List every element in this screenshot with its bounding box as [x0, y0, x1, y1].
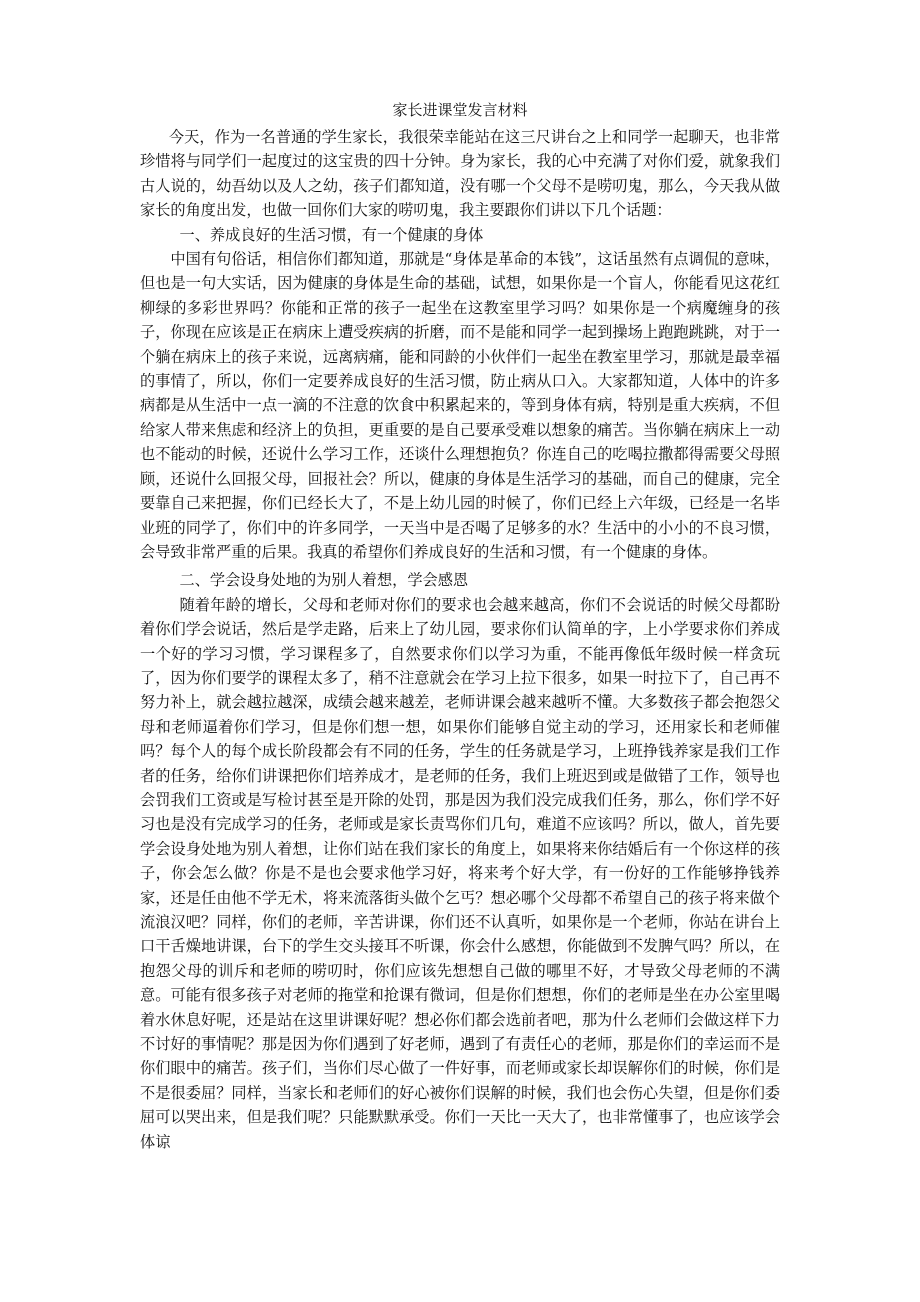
- intro-paragraph: 今天，作为一名普通的学生家长，我很荣幸能站在这三尺讲台之上和同学一起聊天，也非常珍惜将与同学们一起度过的这宝贵的四十分钟。身为家长，我的心中充满了对你们爱，就象我们古人说的，幼吾幼以及人之幼，孩子们都知道，没有哪一个父母不是唠叨鬼，那么，今天我从做家长的角度出发，也做一回你们大家的唠叨鬼，我主要跟你们讲以下几个话题：: [140, 128, 780, 220]
- section-1-paragraph: 中国有句俗话，相信你们都知道，那就是“身体是革命的本钱”，这话虽然有点调侃的意味，但也是一句大实话，因为健康的身体是生命的基础，试想，如果你是一个盲人，你能看见这花红柳绿的多彩世界吗？你能和正常的孩子一起坐在这教室里学习吗？如果你是一个病魔缠身的孩子，你现在应该是正在病床上遭受疾病的折磨，而不是能和同学一起到操场上跑跑跳跳，对于一个躺在病床上的孩子来说，远离病痛，能和同龄的小伙伴们一起坐在教室里学习，那就是最幸福的事情了，所以，你们一定要养成良好的生活习惯，防止病从口入。大家都知道，人体中的许多病都是从生活中一点一滴的不注意的饮食中积累起来的，等到身体有病，特别是重大疾病，不但给家人带来焦虑和经济上的负担，更重要的是自己要承受难以想象的痛苦。当你躺在病床上一动也不能动的时候，还说什么学习工作，还谈什么理想抱负？你连自己的吃喝拉撒都得需要父母照顾，还说什么回报父母，回报社会？所以，健康的身体是生活学习的基础，而自己的健康，完全要靠自己来把握，你们已经长大了，不是上幼儿园的时候了，你们已经上六年级，已经是一名毕业班的同学了，你们中的许多同学，一天当中是否喝了足够多的水？生活中的小小的不良习惯，会导致非常严重的后果。我真的希望你们养成良好的生活和习惯，有一个健康的身体。: [140, 250, 780, 561]
- section-1-heading: 一、养成良好的生活习惯，有一个健康的身体: [179, 225, 484, 244]
- section-2-paragraph: 随着年龄的增长，父母和老师对你们的要求也会越来越高，你们不会说话的时候父母都盼着你们学会说话，然后是学走路，后来上了幼儿园，要求你们认简单的字，上小学要求你们养成一个好的学习习惯，学习课程多了，自然要求你们以学习为重，不能再像低年级时候一样贪玩了，因为你们要学的课程太多了，稍不注意就会在学习上拉下很多，如果一时拉下了，自己再不努力补上，就会越拉越深，成绩会越来越差，老师讲课会越来越听不懂。大多数孩子都会抱怨父母和老师逼着你们学习，但是你们想一想，如果你们能够自觉主动的学习，还用家长和老师催吗？每个人的每个成长阶段都会有不同的任务，学生的任务就是学习，上班挣钱养家是我们工作者的任务，给你们讲课把你们培养成才，是老师的任务，我们上班迟到或是做错了工作，领导也会罚我们工资或是写检讨甚至是开除的处罚，那是因为我们没完成我们任务，那么，你们学不好习也是没有完成学习的任务，老师或是家长责骂你们几句，难道不应该吗？所以，做人，首先要学会设身处地为别人着想，让你们站在我们家长的角度上，如果将来你结婚后有一个你这样的孩子，你会怎么做？你是不是也会要求他学习好，将来考个好大学，有一份好的工作能够挣钱养家，还是任由他不学无术，将来流落街头做个乞丐？想必哪个父母都不希望自己的孩子将来做个流浪汉吧？同样，你们的老师，辛苦讲课，你们还不认真听，如果你是一个老师，你站在讲台上口干舌燥地讲课，台下的学生交头接耳不听课，你会什么感想，你能做到不发脾气吗？所以，在抱怨父母的训斥和老师的唠叨时，你们应该先想想自己做的哪里不好，才导致父母老师的不满意。可能有很多孩子对老师的拖堂和抢课有微词，但是你们想想，你们的老师是坐在办公室里喝着水休息好呢，还是站在这里讲课好呢？想必你们都会选前者吧，那为什么老师们会做这样下力不讨好的事情呢？那是因为你们遇到了好老师，遇到了有责任心的老师，那是你们的幸运而不是你们眼中的痛苦。孩子们，当你们尽心做了一件好事，而老师或家长却误解你们的时候，你们是不是很委屈？同样，当家长和老师们的好心被你们误解的时候，我们也会伤心失望，但是你们委屈可以哭出来，但是我们呢？只能默默承受。你们一天比一天大了，也非常懂事了，也应该学会体谅: [140, 595, 780, 1151]
- section-2-heading: 二、学会设身处地的为别人着想，学会感恩: [179, 571, 469, 590]
- document-page: [140, 100, 780, 1154]
- document-title: 家长进课堂发言材料: [392, 101, 528, 119]
